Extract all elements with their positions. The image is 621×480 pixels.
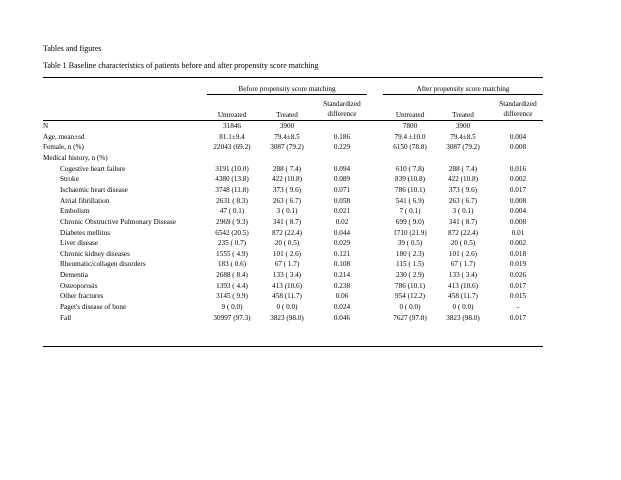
row-label: Cogestive heart failure <box>60 164 126 173</box>
column-group-header: Before propensity score matching <box>238 85 336 93</box>
row-label: Paget's disease of bone <box>60 303 127 312</box>
row-label: Diabetes mellitus <box>60 228 111 237</box>
row-label: Chronic kidney diseases <box>60 249 130 258</box>
table-cell: 422 (10.8) <box>448 175 478 184</box>
table-cell: 839 (10.8) <box>395 175 425 184</box>
table-cell: 373 ( 9.6) <box>448 185 478 194</box>
table-cell: 263 ( 6.7) <box>272 196 302 205</box>
table-caption: Table 1 Baseline characteristics of patients before and after propensity score matching <box>43 61 319 70</box>
table-cell: 0.017 <box>509 185 527 194</box>
table-cell: 22043 (69.2) <box>213 143 251 152</box>
table-cell: 341 ( 8.7) <box>272 217 302 226</box>
table-cell: 79.4 ±10.0 <box>394 132 426 141</box>
table-cell: 115 ( 1.5) <box>396 260 424 269</box>
row-label: Chronic Obstructive Pulmonary Disease <box>60 217 176 226</box>
table-cell: 0 ( 0.0) <box>399 303 421 312</box>
table-cell: 67 ( 1.7) <box>274 260 300 269</box>
table-cell: 0.238 <box>333 281 351 290</box>
table-cell: 0.017 <box>509 313 527 322</box>
table-cell: 1393 ( 4.4) <box>216 281 248 290</box>
table-cell: 288 ( 7.4) <box>272 164 302 173</box>
table-cell: 0.121 <box>333 249 351 258</box>
table-cell: 20 ( 0.5) <box>274 239 300 248</box>
table-cell: 0.046 <box>333 313 351 322</box>
table-cell: 3823 (98.0) <box>446 313 480 322</box>
table-cell: 9 ( 0.0) <box>221 303 243 312</box>
table-cell: 458 (11.7) <box>272 292 302 301</box>
table-cell: 0 ( 0.0) <box>452 303 474 312</box>
table-cell: 3087 (79.2) <box>446 143 480 152</box>
table-cell: 0.024 <box>333 303 351 312</box>
table-cell: 1710 (21.9) <box>393 228 427 237</box>
table-cell: 3900 <box>279 122 295 130</box>
table-cell: 3087 (79.2) <box>270 143 304 152</box>
table-cell: 0.002 <box>509 239 527 248</box>
table-cell: 0.071 <box>333 185 351 194</box>
table-cell: 3191 (10.0) <box>215 164 249 173</box>
table-cell: 541 ( 6.9) <box>395 196 425 205</box>
table-cell: 79.4±8.5 <box>450 132 476 141</box>
table-cell: 0.018 <box>509 249 527 258</box>
column-header: Treated <box>452 111 474 119</box>
table-cell: 3823 (98.0) <box>270 313 304 322</box>
table-cell: 786 (10.1) <box>395 185 425 194</box>
row-label: N <box>43 122 49 130</box>
table-cell: 413 (10.6) <box>272 281 302 290</box>
table-cell: 6150 (78.8) <box>393 143 427 152</box>
table-cell: 0.008 <box>509 143 527 152</box>
table-cell: 872 (22.4) <box>448 228 478 237</box>
table-cell: 0.015 <box>509 292 527 301</box>
column-header: Untreated <box>395 111 425 119</box>
table-cell: 0.186 <box>333 132 351 141</box>
table-cell: 0.029 <box>333 239 351 248</box>
row-label: Dementia <box>60 271 88 280</box>
row-label: Osteoporosis <box>60 281 98 290</box>
column-header: Untreated <box>217 111 247 119</box>
table-cell: 0.008 <box>509 217 527 226</box>
table-cell: 235 ( 0.7) <box>217 239 247 248</box>
table-cell: 183 ( 0.6) <box>217 260 247 269</box>
table-cell: 0.002 <box>509 175 527 184</box>
table-cell: 0.094 <box>333 164 351 173</box>
table-cell: 872 (22.4) <box>272 228 302 237</box>
table-cell: 4380 (13.8) <box>215 175 249 184</box>
before-group-rule <box>207 94 367 95</box>
table-cell: 2631 ( 8.3) <box>216 196 248 205</box>
table-cell: 180 ( 2.3) <box>395 249 425 258</box>
row-label: Fall <box>60 313 72 322</box>
row-label: Age, mean±sd <box>43 132 85 141</box>
table-cell: 699 ( 9.0) <box>395 217 425 226</box>
table-cell: 341 ( 8.7) <box>448 217 478 226</box>
table-cell: 0.06 <box>335 292 349 301</box>
table-cell: 30997 (97.3) <box>213 313 251 322</box>
table-cell: 0 ( 0.0) <box>276 303 298 312</box>
table-cell: 610 ( 7.8) <box>395 164 425 173</box>
table-cell: 81.1±9.4 <box>219 132 245 141</box>
table-cell: 0.021 <box>333 207 351 216</box>
row-label: Stroke <box>60 175 79 184</box>
table-cell: 67 ( 1.7) <box>450 260 476 269</box>
table-cell: 133 ( 3.4) <box>448 271 478 280</box>
row-label: Liver disease <box>60 239 99 248</box>
table-cell: 101 ( 2.6) <box>272 249 302 258</box>
table-cell: 0.016 <box>509 164 527 173</box>
table-cell: 0.108 <box>333 260 351 269</box>
page-heading: Tables and figures <box>43 44 102 53</box>
row-label: Atrial fibrillation <box>60 196 110 205</box>
table-cell: 7627 (97.8) <box>393 313 427 322</box>
table-cell: 0.008 <box>509 196 527 205</box>
table-cell: 0.214 <box>333 271 351 280</box>
table-cell: 47 ( 0.1) <box>219 207 245 216</box>
table-cell: 422 (10.8) <box>272 175 302 184</box>
table-cell: 6542 (20.5) <box>215 228 249 237</box>
table-cell: 786 (10.1) <box>395 281 425 290</box>
table-cell: 3900 <box>455 122 471 130</box>
table-cell: 79.4±8.5 <box>274 132 300 141</box>
table-cell: 0.02 <box>335 217 349 226</box>
table-cell: 0.229 <box>333 143 351 152</box>
column-header: Standardized difference <box>323 100 361 118</box>
table-cell: 0.004 <box>509 207 527 216</box>
table-cell: 0.026 <box>509 271 527 280</box>
table-cell: 230 ( 2.9) <box>395 271 425 280</box>
column-header: Standardized difference <box>499 100 537 118</box>
table-cell: 20 ( 0.5) <box>450 239 476 248</box>
row-label: Female, n (%) <box>43 143 84 152</box>
after-group-rule <box>383 94 543 95</box>
row-label: Embolism <box>60 207 90 216</box>
table-cell: 954 (12.2) <box>395 292 425 301</box>
table-cell: 458 (11.7) <box>448 292 478 301</box>
table-cell: 0.004 <box>509 132 527 141</box>
table-cell: 7800 <box>402 122 418 130</box>
row-label: Other fractures <box>60 292 104 301</box>
table-cell: 101 ( 2.6) <box>448 249 478 258</box>
table-cell: 373 ( 9.6) <box>272 185 302 194</box>
table-cell: 3 ( 0.1) <box>452 207 474 216</box>
table-cell: 0.017 <box>509 281 527 290</box>
column-header: Treated <box>276 111 298 119</box>
header-bottom-rule <box>43 120 543 121</box>
table-top-rule <box>43 77 543 78</box>
table-cell: 0.058 <box>333 196 351 205</box>
table-cell: 3 ( 0.1) <box>276 207 298 216</box>
row-label: Rheumatic/collagen disorders <box>60 260 146 269</box>
table-cell: 1555 ( 4.9) <box>216 249 248 258</box>
table-cell: 0.044 <box>333 228 351 237</box>
row-label: Medical history, n (%) <box>43 153 108 162</box>
row-label: Ischaemic heart disease <box>60 185 128 194</box>
table-cell: 288 ( 7.4) <box>448 164 478 173</box>
table-cell: 413 (10.6) <box>448 281 478 290</box>
table-cell: 263 ( 6.7) <box>448 196 478 205</box>
table-cell: 7 ( 0.1) <box>399 207 421 216</box>
table-cell: 2969 ( 9.3) <box>216 217 248 226</box>
table-cell: 3748 (11.8) <box>215 185 249 194</box>
column-group-header: After propensity score matching <box>416 85 510 93</box>
table-cell: 2688 ( 8.4) <box>216 271 248 280</box>
table-cell: 0.01 <box>511 228 525 237</box>
table-cell: 39 ( 0.5) <box>397 239 423 248</box>
table-cell: 0.089 <box>333 175 351 184</box>
table-cell: 0.019 <box>509 260 527 269</box>
table-cell: - <box>516 303 520 312</box>
table-cell: 31846 <box>223 122 241 130</box>
table-bottom-rule <box>43 346 543 347</box>
table-cell: 3145 ( 9.9) <box>216 292 248 301</box>
table-cell: 133 ( 3.4) <box>272 271 302 280</box>
